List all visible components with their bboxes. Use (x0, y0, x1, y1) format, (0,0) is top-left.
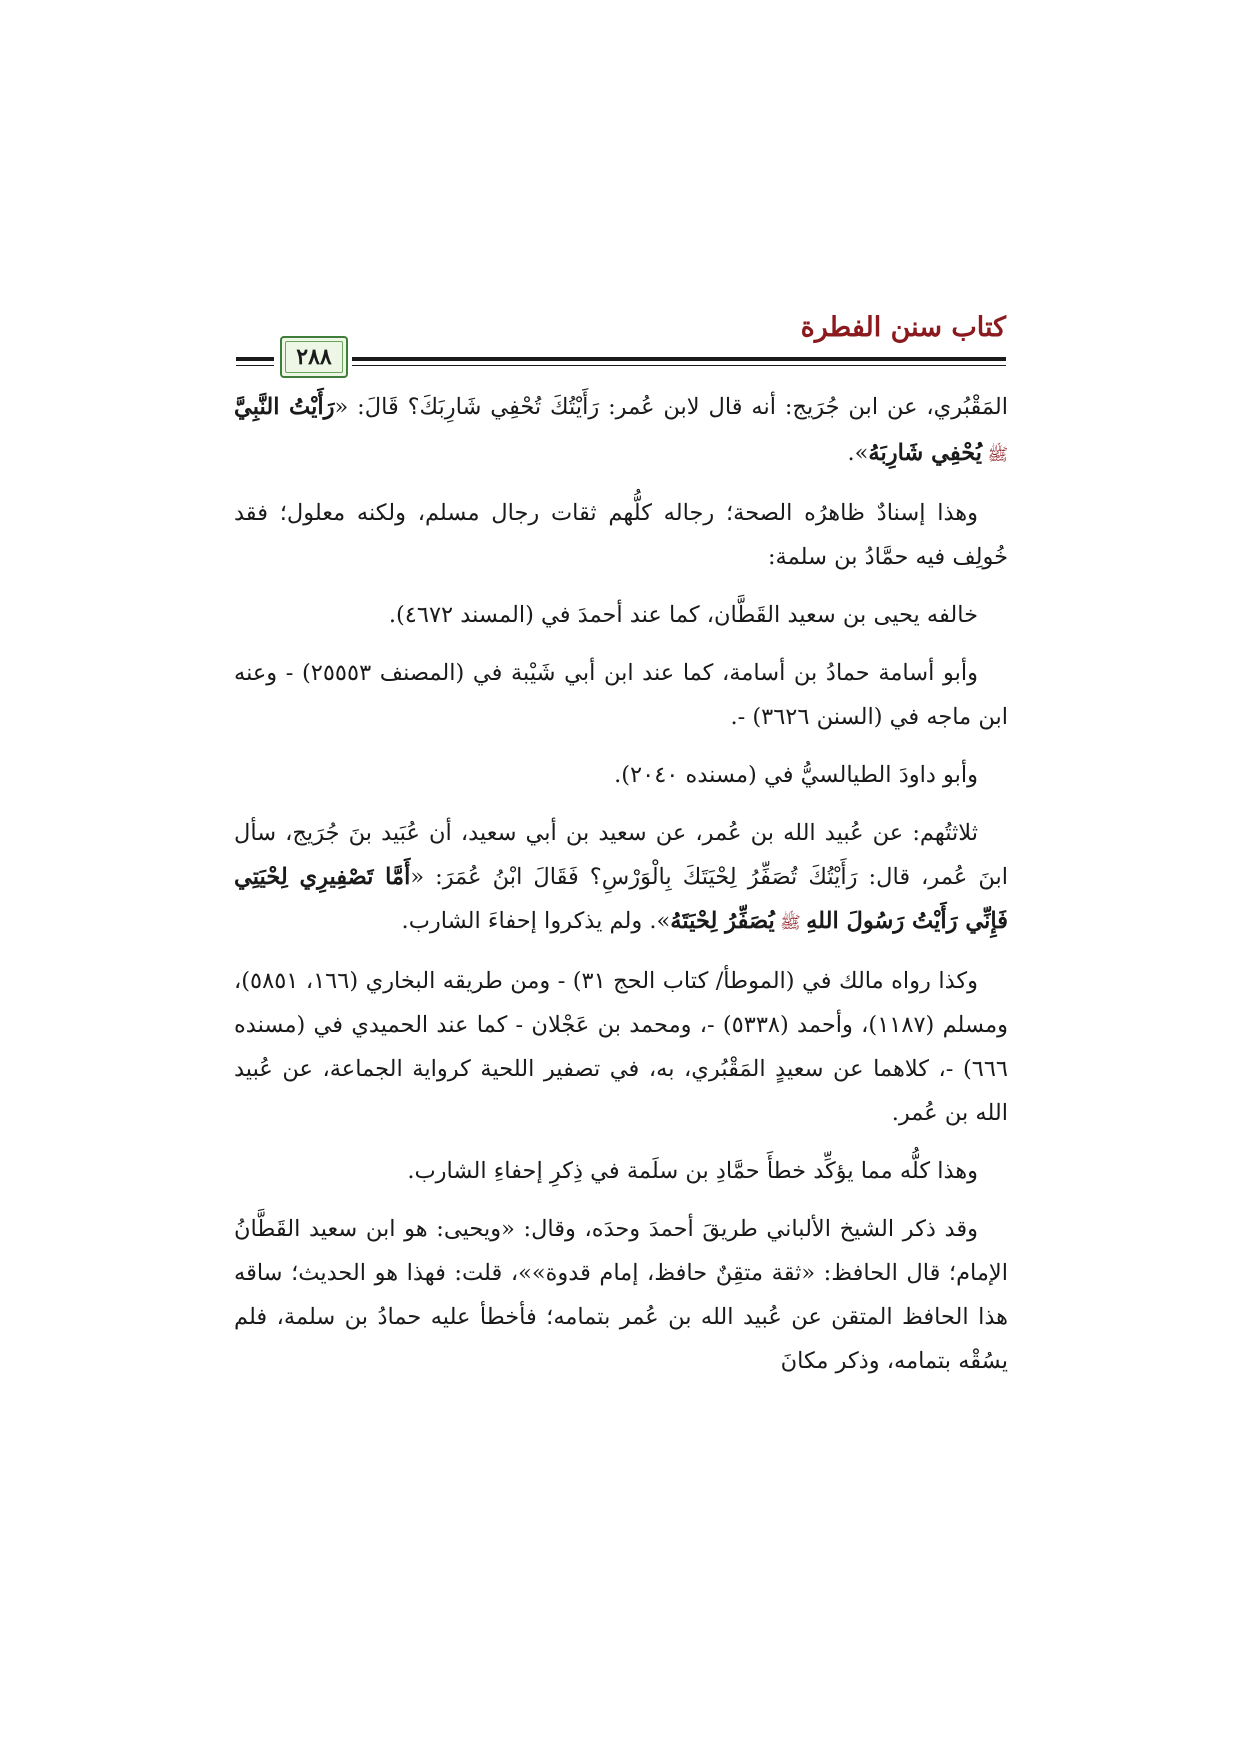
page-number-badge (280, 336, 348, 378)
paragraph-text: وكذا رواه مالك في (الموطأ/ كتاب الحج ٣١) - ومن طريقه البخاري (١٦٦، ٥٨٥١)، ومسلم (١١٨٧)، وأحمد (٥٣٣٨) -، ومحمد بن عَجْلان - كما عند الحميدي في (مسنده ٦٦٦) -، كلاهما عن سعيدٍ المَقْبُري، به، في تصفير اللحية كرواية الجماعة، عن عُبيد الله بن عُمر. (234, 968, 1009, 1126)
paragraph-text: وأبو أسامة حمادُ بن أسامة، كما عند ابن أبي شَيْبة في (المصنف ٢٥٥٥٣) - وعنه ابن ماجه في (السنن ٣٦٢٦) -. (234, 660, 1008, 730)
paragraph (234, 491, 1008, 579)
paragraph (234, 1207, 1008, 1383)
page-header (236, 312, 1006, 378)
salawat-symbol: ﷺ (982, 445, 1008, 465)
paragraph (234, 753, 1008, 797)
hadith-quote: رَأَيْتُ النَّبِيَّ (234, 394, 335, 420)
paragraph-text: خالفه يحيى بن سعيد القَطَّان، كما عند أحمدَ في (المسند ٤٦٧٢). (388, 602, 978, 628)
paragraph (234, 959, 1008, 1135)
paragraph-text: ثلاثتُهم: عن عُبيد الله بن عُمر، عن سعيد بن أبي سعيد، أن عُبَيد بنَ جُرَيج، سأل ابنَ عُمر، قال: رَأَيْتُكَ تُصَفِّرُ لِحْيَتَكَ بِالْوَرْسِ؟ فَقَالَ ابْنُ عُمَرَ: « (234, 820, 1008, 890)
paragraph (234, 811, 1008, 945)
paragraph-text: ». ولم يذكروا إحفاءَ الشارب. (401, 908, 671, 934)
hadith-quote: يُحْفِي شَارِبَهُ (868, 440, 983, 466)
paragraph-text: وقد ذكر الشيخ الألباني طريقَ أحمدَ وحدَه، وقال: «ويحيى: هو ابن سعيد القَطَّانُ الإمام؛ قال الحافظ: «ثقة متقِنٌ حافظ، إمام قدوة»»، قلت: فهذا هو الحديث؛ ساقه هذا الحافظ المتقن عن عُبيد الله بن عُمر بتمامه؛ فأخطأ عليه حمادُ بن سلمة، فلم يسُقْه بتمامه، وذكر مكانَ (234, 1216, 1008, 1374)
paragraph-text: ». (847, 440, 869, 466)
body-text (234, 385, 1008, 1397)
hadith-quote: يُصَفِّرُ لِحْيَتَهُ (670, 908, 775, 934)
paragraph-text: وهذا كلُّه مما يؤكِّد خطأَ حمَّادِ بن سلَمة في ذِكرِ إحفاءِ الشارب. (407, 1158, 978, 1184)
paragraph-text: وأبو داودَ الطيالسيُّ في (مسنده ٢٠٤٠). (614, 762, 978, 788)
paragraph-text: المَقْبُري، عن ابن جُرَيج: أنه قال لابن عُمر: رَأَيْتُكَ تُحْفِي شَارِبَكَ؟ قَالَ: « (334, 394, 1008, 420)
paragraph (234, 385, 1008, 477)
page-number: ٢٨٨ (296, 344, 332, 370)
header-rule-thick (352, 357, 1006, 361)
paragraph (234, 593, 1008, 637)
header-rule-left-thick (236, 357, 274, 361)
header-rule-left-thin (236, 365, 274, 366)
header-rule-thin (352, 365, 1006, 366)
paragraph-text: وهذا إسنادٌ ظاهرُه الصحة؛ رجاله كلُّهم ثقات رجال مسلم، ولكنه معلول؛ فقد خُولِف فيه حمَّادُ بن سلمة: (234, 500, 1008, 570)
paragraph (234, 651, 1008, 739)
paragraph (234, 1149, 1008, 1193)
hadith-quote: أَمَّا تَصْفِيرِي لِحْيَتِي فَإِنِّي رَأَيْتُ رَسُولَ اللهِ (234, 864, 1008, 934)
salawat-symbol: ﷺ (774, 913, 807, 933)
book-title: كتاب سنن الفطرة (800, 312, 1006, 343)
